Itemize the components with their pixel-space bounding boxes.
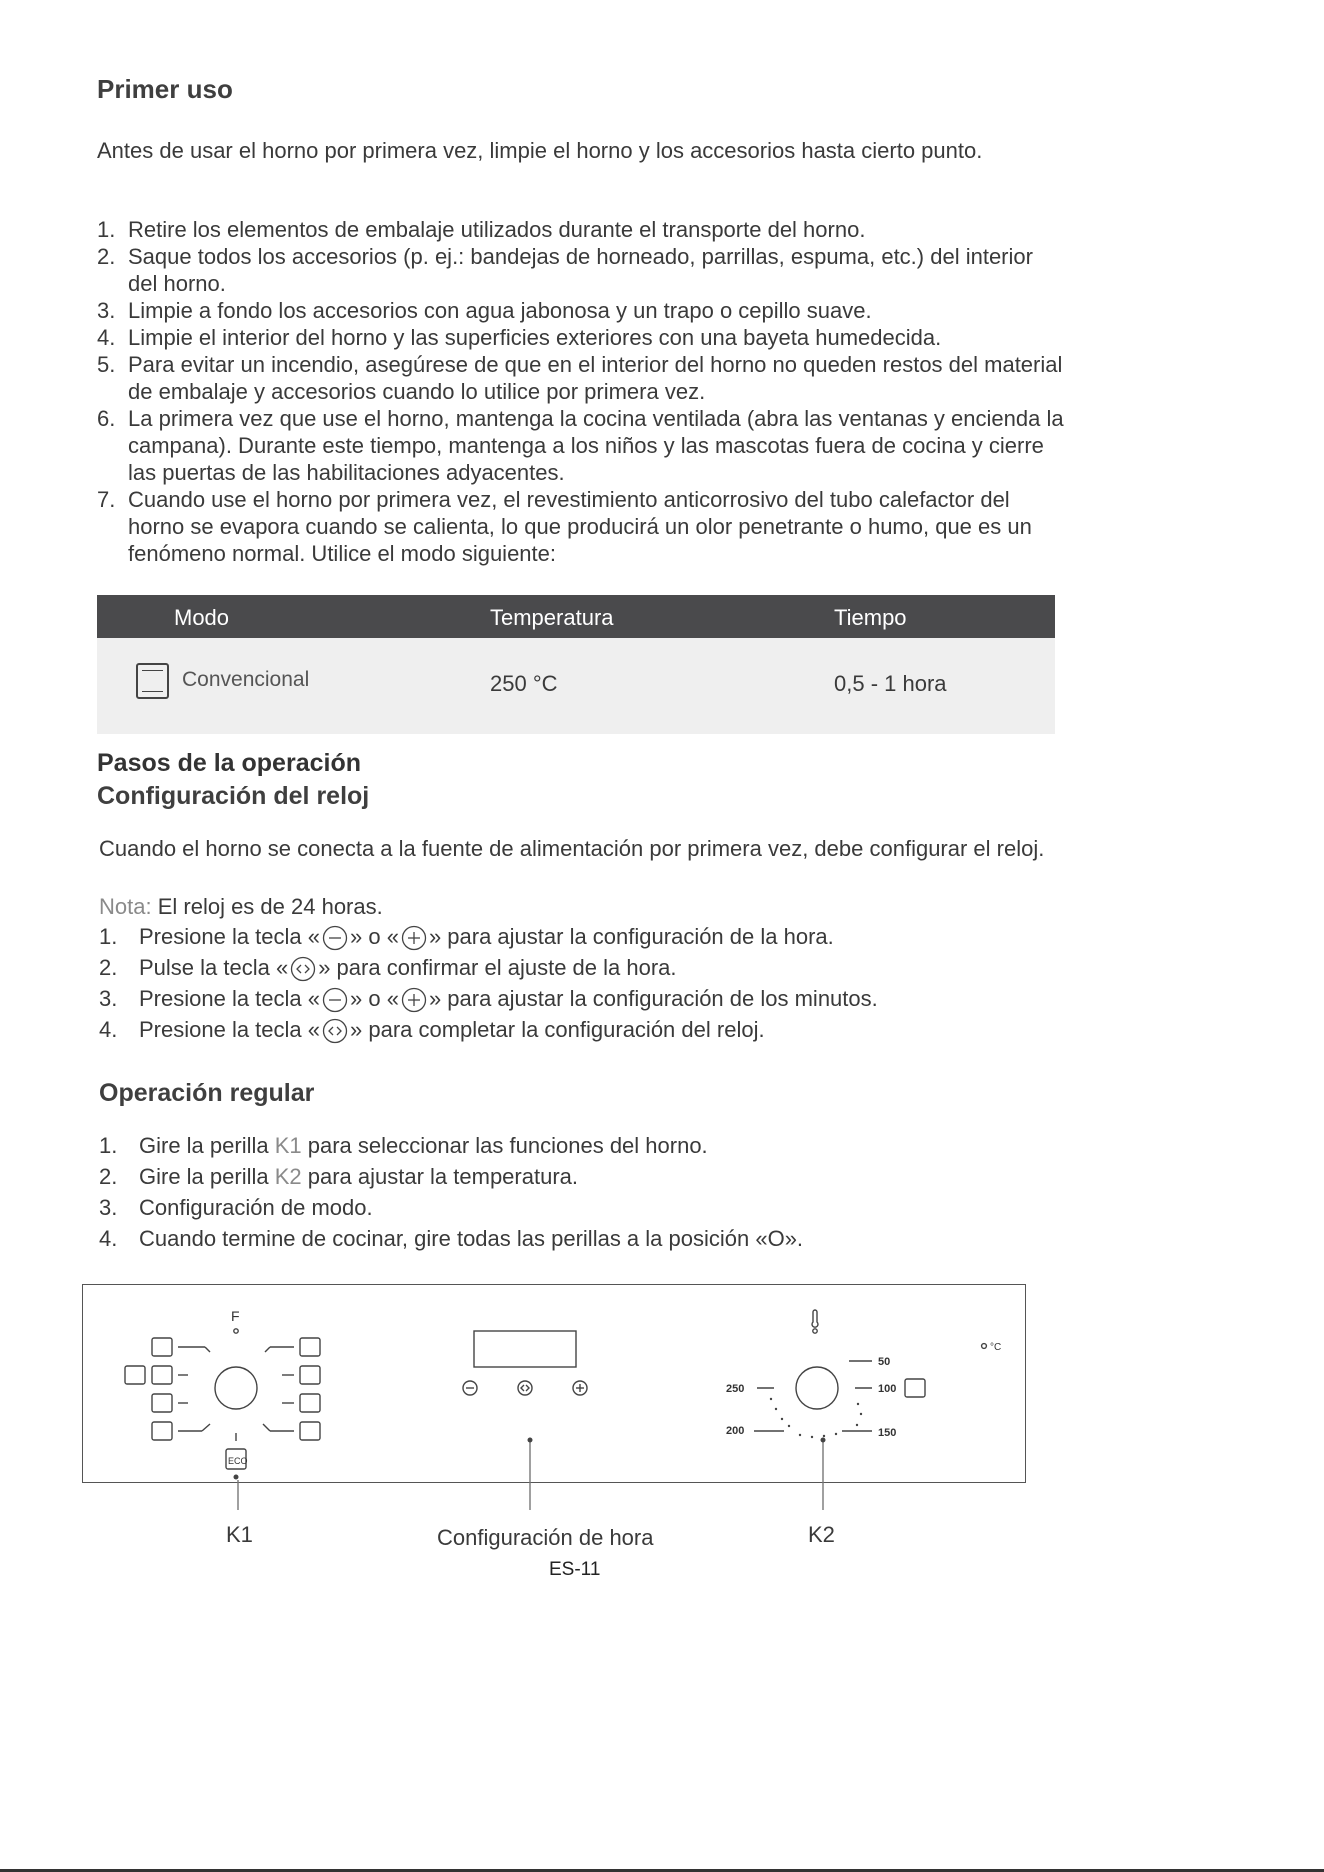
k2-tick-250: 250 <box>726 1383 745 1395</box>
plus-key-icon <box>401 925 427 951</box>
k2-label: K2 <box>808 1522 835 1547</box>
header-time: Tiempo <box>834 605 907 630</box>
list-item: 5. Para evitar un incendio, asegúrese de que en el interior del horno no queden restos del material de embalaje y accesorios cuando lo utilice por primera vez. <box>97 352 1063 404</box>
k1-label: K1 <box>226 1522 253 1547</box>
list-item: 4. Presione la tecla « » para completar la configuración del reloj. <box>99 1014 1099 1045</box>
list-item: 2. Pulse la tecla « » para confirmar el ajuste de la hora. <box>99 952 1099 983</box>
list-item: 4. Cuando termine de cocinar, gire todas las perillas a la posición «O». <box>99 1226 804 1251</box>
list-item: 1. Gire la perilla K1 para seleccionar las funciones del horno. <box>99 1133 708 1158</box>
clock-key-icon <box>290 956 316 982</box>
section-title-clock: Configuración del reloj <box>97 782 370 810</box>
k2-tick-100: 100 <box>878 1383 897 1395</box>
list-item: 1. Retire los elementos de embalaje utilizados durante el transporte del horno. <box>97 217 866 242</box>
minus-key-icon <box>322 925 348 951</box>
eco-label: ECO <box>228 1456 248 1466</box>
clock-key-icon <box>322 1018 348 1044</box>
table-row <box>97 638 1055 734</box>
first-use-steps <box>97 216 1067 567</box>
note-label: Nota: <box>99 894 152 919</box>
conventional-mode-icon <box>136 663 169 699</box>
k1-top-label: F <box>231 1308 240 1324</box>
cell-mode: Convencional <box>182 668 310 691</box>
note-text: El reloj es de 24 horas. <box>151 894 383 919</box>
k1-knob <box>215 1367 257 1409</box>
list-item: 2. Saque todos los accesorios (p. ej.: bandejas de horneado, parrillas, espuma, etc.) del interior del horno. <box>97 244 1033 296</box>
header-temperature: Temperatura <box>490 605 614 630</box>
clock-intro: Cuando el horno se conecta a la fuente de alimentación por primera vez, debe configurar el reloj. <box>99 836 1045 861</box>
table-header <box>97 595 1055 638</box>
page-number: ES-11 <box>549 1559 601 1580</box>
celsius-unit: °C <box>990 1342 1002 1353</box>
control-panel-drawing <box>0 1284 1324 1544</box>
k2-tick-200: 200 <box>726 1425 745 1437</box>
clock-note <box>99 893 1059 920</box>
list-item: 2. Gire la perilla K2 para ajustar la temperatura. <box>99 1164 579 1189</box>
first-use-intro: Antes de usar el horno por primera vez, limpie el horno y los accesorios hasta cierto punto. <box>97 138 983 163</box>
list-item: 7. Cuando use el horno por primera vez, el revestimiento anticorrosivo del tubo calefactor del horno se evapora cuando se calienta, lo que producirá un olor penetrante o humo, que es un fenómeno normal. Utilice el modo siguiente: <box>97 487 1032 566</box>
section-title-first-use: Primer uso <box>97 74 233 104</box>
regular-steps <box>99 1130 1099 1254</box>
minus-key-icon <box>322 987 348 1013</box>
cell-temperature: 250 °C <box>490 671 558 696</box>
clock-steps <box>99 921 1099 1045</box>
list-item: 1. Presione la tecla « » o « » para ajustar la configuración de la hora. <box>99 921 1099 952</box>
cell-time: 0,5 - 1 hora <box>834 671 947 696</box>
list-item: 3. Configuración de modo. <box>99 1195 373 1220</box>
section-title-regular: Operación regular <box>99 1079 315 1107</box>
plus-key-icon <box>401 987 427 1013</box>
clock-setting-label: Configuración de hora <box>437 1525 654 1550</box>
mode-table <box>97 595 1055 734</box>
header-mode: Modo <box>174 605 230 630</box>
list-item: 4. Limpie el interior del horno y las superficies exteriores con una bayeta humedecida. <box>97 325 942 350</box>
k2-tick-150: 150 <box>878 1427 897 1439</box>
list-item: 3. Limpie a fondo los accesorios con agua jabonosa y un trapo o cepillo suave. <box>97 298 872 323</box>
list-item: 6. La primera vez que use el horno, mantenga la cocina ventilada (abra las ventanas y encienda la campana). Durante este tiempo, mantenga a los niños y las mascotas fuera de cocina y cierre las puertas de las habilitaciones adyacentes. <box>97 406 1064 485</box>
section-title-operation: Pasos de la operación <box>97 749 361 777</box>
k2-tick-50: 50 <box>878 1356 891 1368</box>
list-item: 3. Presione la tecla « » o « » para ajustar la configuración de los minutos. <box>99 983 1099 1014</box>
